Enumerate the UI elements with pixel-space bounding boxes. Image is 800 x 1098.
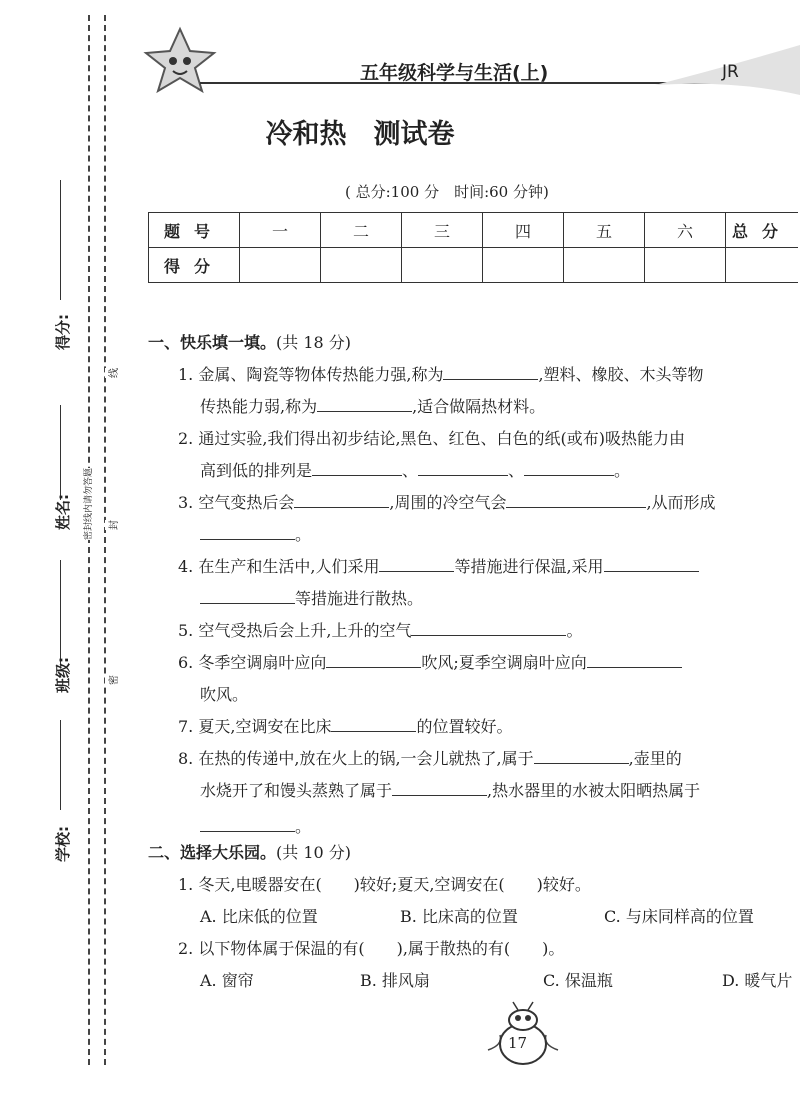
choice-1-option-a[interactable]: A. 比床低的位置 [200, 907, 318, 926]
section1-title: 一、快乐填一填。 [148, 333, 277, 352]
q5-end: 。 [566, 621, 583, 640]
answer-blank[interactable] [200, 815, 295, 832]
answer-blank[interactable] [411, 619, 566, 636]
question-1-cont [200, 394, 545, 417]
q8-text-a: 8. 在热的传递中,放在火上的锅,一会儿就热了,属于 [178, 749, 534, 768]
choice-question-2: 2. 以下物体属于保温的有( ),属于散热的有( )。 [178, 939, 565, 958]
q8-text-b: ,壶里的 [628, 749, 682, 768]
table-row-header [149, 213, 799, 248]
dashed-binding-line-inner [104, 15, 106, 1065]
answer-blank[interactable] [418, 459, 508, 476]
question-8-cont [200, 778, 700, 801]
exam-meta: ( 总分:100 分 时间:60 分钟) [345, 183, 549, 201]
q4-text-b: 等措施进行保温,采用 [454, 557, 604, 576]
question-1 [178, 362, 704, 385]
edition-tag: JR [722, 62, 739, 82]
choice-1-option-b[interactable]: B. 比床高的位置 [400, 907, 518, 926]
q4-text-c: 等措施进行散热。 [295, 589, 424, 608]
answer-blank[interactable] [524, 459, 614, 476]
table-col: 六 [645, 213, 726, 248]
q2-text-b: 高到低的排列是 [200, 461, 313, 480]
table-head-score: 得分 [149, 248, 240, 283]
table-col: 五 [564, 213, 645, 248]
name-line [60, 405, 61, 500]
answer-blank[interactable] [587, 651, 682, 668]
section2-heading [148, 840, 351, 863]
q4-text-a: 4. 在生产和生活中,人们采用 [178, 557, 380, 576]
school-line [60, 720, 61, 810]
seal-char-line: 线 [105, 368, 120, 378]
q1-text-d: ,适合做隔热材料。 [412, 397, 546, 416]
section2-title: 二、选择大乐园。 [148, 843, 277, 862]
q7-text-b: 的位置较好。 [416, 717, 513, 736]
q2-sep: 、 [508, 461, 525, 480]
question-8 [178, 746, 682, 769]
q1-text-c: 传热能力弱,称为 [200, 397, 318, 416]
choice-question-1: 1. 冬天,电暖器安在( )较好;夏天,空调安在( )较好。 [178, 875, 591, 894]
total-score-cell[interactable] [726, 248, 799, 283]
question-5 [178, 618, 582, 641]
q2-sep: 、 [402, 461, 419, 480]
side-name-label: 姓名: [54, 494, 72, 530]
q6-text-a: 6. 冬季空调扇叶应向 [178, 653, 327, 672]
choice-2-option-d[interactable]: D. 暖气片 [722, 971, 793, 990]
q6-text-c: 吹风。 [200, 685, 249, 704]
q8-text-d: ,热水器里的水被太阳晒热属于 [487, 781, 701, 800]
answer-blank[interactable] [312, 459, 402, 476]
answer-blank[interactable] [200, 587, 295, 604]
q2-text-a: 2. 通过实验,我们得出初步结论,黑色、红色、白色的纸(或布)吸热能力由 [178, 429, 686, 448]
answer-blank[interactable] [200, 523, 295, 540]
score-cell[interactable] [483, 248, 564, 283]
question-6 [178, 650, 682, 673]
section1-heading [148, 330, 351, 353]
answer-blank[interactable] [506, 491, 646, 508]
choice-2-option-a[interactable]: A. 窗帘 [200, 971, 254, 990]
q5-text-a: 5. 空气受热后会上升,上升的空气 [178, 621, 412, 640]
q3-text-a: 3. 空气变热后会 [178, 493, 295, 512]
question-2 [178, 426, 685, 449]
answer-blank[interactable] [604, 555, 699, 572]
q8-text-c: 水烧开了和馒头蒸熟了属于 [200, 781, 393, 800]
q1-text-a: 1. 金属、陶瓷等物体传热能力强,称为 [178, 365, 444, 384]
answer-blank[interactable] [326, 651, 421, 668]
q3-text-c: ,从而形成 [646, 493, 716, 512]
answer-blank[interactable] [392, 779, 487, 796]
table-col: 一 [240, 213, 321, 248]
question-3 [178, 490, 716, 513]
table-col: 二 [321, 213, 402, 248]
seal-note: 密封线内请勿答题 [81, 468, 94, 540]
question-6-cont [200, 682, 248, 705]
score-cell[interactable] [645, 248, 726, 283]
table-col: 三 [402, 213, 483, 248]
question-3-cont [200, 522, 311, 545]
q2-end: 。 [614, 461, 631, 480]
seal-char-secret: 密 [105, 675, 120, 685]
section1-points: (共 18 分) [276, 333, 352, 352]
answer-blank[interactable] [443, 363, 538, 380]
book-title: 五年级科学与生活(上) [360, 62, 549, 84]
q7-text-a: 7. 夏天,空调安在比床 [178, 717, 332, 736]
q6-text-b: 吹风;夏季空调扇叶应向 [421, 653, 587, 672]
side-score-label: 得分: [54, 314, 72, 350]
table-col: 四 [483, 213, 564, 248]
side-class-label: 班级: [54, 657, 72, 693]
choice-2-option-b[interactable]: B. 排风扇 [360, 971, 430, 990]
q8-end: 。 [295, 817, 312, 836]
table-head-question: 题号 [149, 213, 240, 248]
answer-blank[interactable] [379, 555, 454, 572]
choice-2-option-c[interactable]: C. 保温瓶 [543, 971, 613, 990]
section2-points: (共 10 分) [276, 843, 352, 862]
score-cell[interactable] [321, 248, 402, 283]
dashed-binding-line-outer [88, 15, 90, 1065]
answer-blank[interactable] [294, 491, 389, 508]
page-number: 17 [508, 1034, 528, 1052]
answer-blank[interactable] [534, 747, 629, 764]
score-cell[interactable] [240, 248, 321, 283]
q3-text-b: ,周围的冷空气会 [389, 493, 507, 512]
score-cell[interactable] [564, 248, 645, 283]
choice-1-option-c[interactable]: C. 与床同样高的位置 [604, 907, 754, 926]
side-school-label: 学校: [54, 826, 72, 862]
q1-text-b: ,塑料、橡胶、木头等物 [538, 365, 704, 384]
score-line [60, 180, 61, 300]
table-row-score [149, 248, 799, 283]
score-table [148, 212, 798, 283]
question-4-cont [200, 586, 423, 609]
answer-blank[interactable] [331, 715, 416, 732]
page-title: 冷和热 测试卷 [265, 119, 455, 150]
q3-end: 。 [295, 525, 312, 544]
class-line [60, 560, 61, 665]
score-cell[interactable] [402, 248, 483, 283]
seal-char-seal: 封 [105, 520, 120, 530]
question-7 [178, 714, 512, 737]
answer-blank[interactable] [317, 395, 412, 412]
question-8-cont2 [200, 814, 311, 837]
question-4 [178, 554, 699, 577]
star-mascot-icon [140, 25, 220, 95]
question-2-cont [200, 458, 630, 481]
table-head-total: 总分 [726, 213, 799, 248]
